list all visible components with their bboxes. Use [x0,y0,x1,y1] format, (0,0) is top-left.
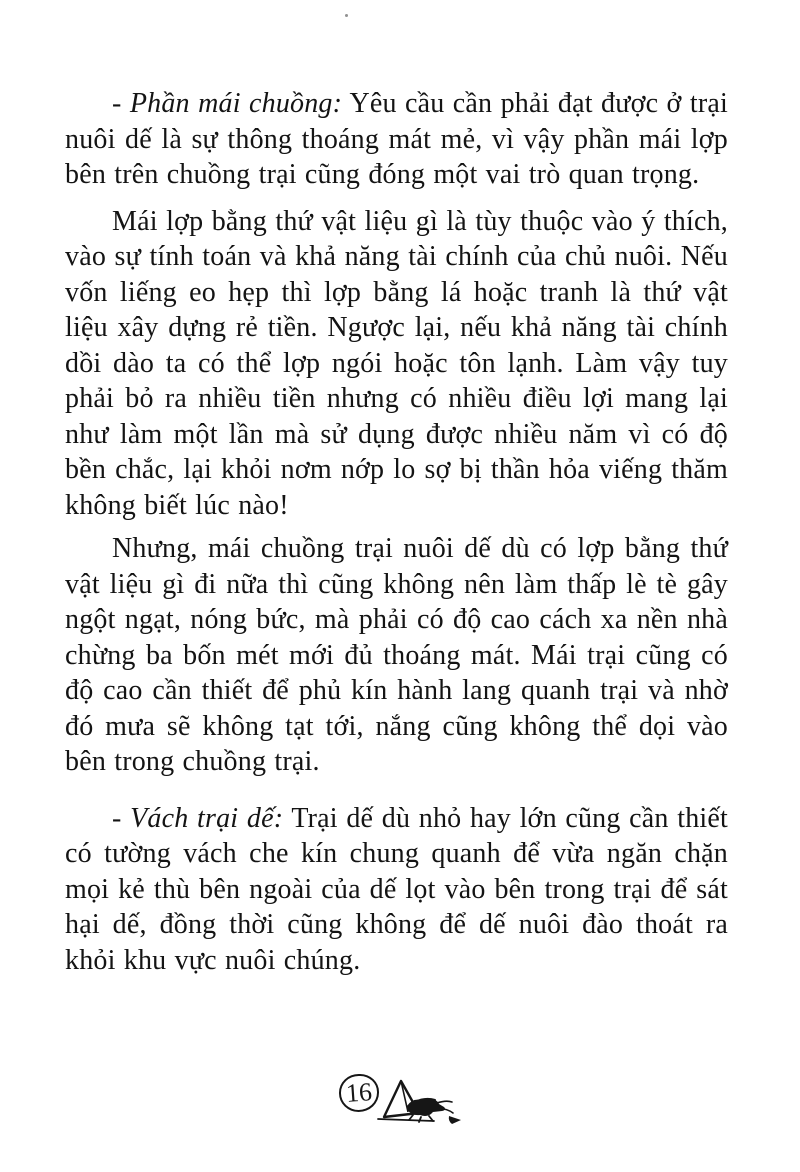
page-footer [339,1072,469,1124]
paragraph [65,801,728,979]
paragraph-lead-italic: - Vách trại dế: [112,802,284,834]
paragraph-text: Yêu cầu cần phải đạt được ở trại nuôi dế là sự thông thoáng mát mẻ, vì vậy phần mái lợp bên trên chuồng trại cũng đóng một vai trò quan trọng. [65,88,728,190]
paragraph [65,204,728,524]
paragraph-lead-italic: - Phần mái chuồng: [112,88,343,119]
scan-speck [345,14,348,17]
cricket-ornament-icon [377,1072,469,1128]
paragraph-text: Nhưng, mái chuồng trại nuôi dế dù có lợp bằng thứ vật liệu gì đi nữa thì cũng không nên làm thấp lè tè gây ngột ngạt, nóng bức, mà phải có độ cao cách xa nền nhà chừng ba bốn mét mới đủ thoáng mát. Mái trại cũng có độ cao cần thiết để phủ kín hành lang quanh trại và nhờ đó mưa sẽ không tạt tới, nắng cũng không thể dọi vào bên trong chuồng trại. [65,533,728,777]
page-number: 16 [344,1077,373,1108]
paragraph-text: Trại dế dù nhỏ hay lớn cũng cần thiết có tường vách che kín chung quanh để vừa ngăn chặn mọi kẻ thù bên ngoài của dế lọt vào bên trong trại để sát hại dế, đồng thời cũng không để dế nuôi đào thoát ra khỏi khu vực nuôi chúng. [65,802,728,976]
paragraph-text: Mái lợp bằng thứ vật liệu gì là tùy thuộc vào ý thích, vào sự tính toán và khả năng tài chính của chủ nuôi. Nếu vốn liếng eo hẹp thì lợp bằng lá hoặc tranh là thứ vật liệu xây dựng rẻ tiền. Ngược lại, nếu khả năng tài chính dồi dào ta có thể lợp ngói hoặc tôn lạnh. Làm vậy tuy phải bỏ ra nhiều tiền nhưng có nhiều điều lợi mang lại như làm một lần mà sử dụng được nhiều năm vì có độ bền chắc, lại khỏi nơm nớp lo sợ bị thần hỏa viếng thăm không biết lúc nào! [65,205,728,521]
page-text-block [65,86,728,978]
paragraph [65,86,728,193]
page-number-badge [339,1074,379,1112]
paragraph [65,531,728,780]
